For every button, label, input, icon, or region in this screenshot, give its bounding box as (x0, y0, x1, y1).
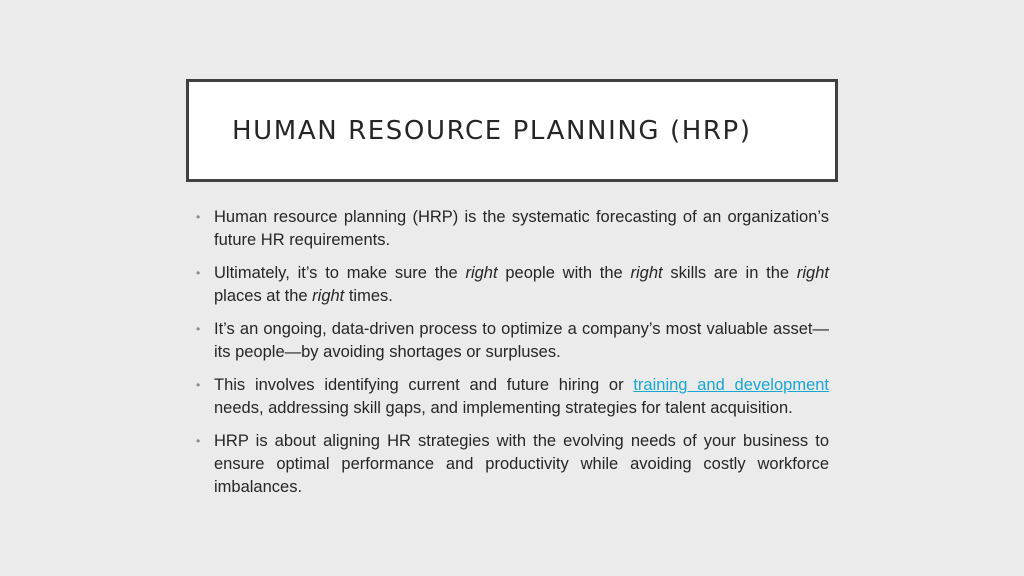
bullet-text-part: needs, addressing skill gaps, and implementing strategies for talent acquisition. (214, 399, 793, 417)
bullet-item (196, 374, 829, 420)
bullet-dot-icon: • (196, 210, 201, 224)
bullet-item (196, 206, 829, 252)
emphasis-right: right (796, 264, 829, 282)
bullet-item (196, 430, 829, 499)
bullet-dot-icon: • (196, 378, 201, 392)
bullet-text-part: people with the (497, 264, 631, 282)
slide-title-box (186, 79, 838, 182)
bullet-dot-icon: • (196, 434, 201, 448)
bullet-text-part: times. (344, 287, 393, 305)
training-and-development-link[interactable]: training and development (633, 376, 830, 394)
bullet-text: HRP is about aligning HR strategies with the evolving needs of your business to ensure optimal performance and productivity while avoiding costly workforce imbalances. (214, 432, 829, 496)
emphasis-right: right (465, 264, 498, 282)
bullet-text: Human resource planning (HRP) is the systematic forecasting of an organization’s future HR requirements. (214, 208, 829, 249)
bullet-text: It’s an ongoing, data-driven process to optimize a company’s most valuable asset—its people—by avoiding shortages or surpluses. (214, 320, 829, 361)
bullet-item (196, 318, 829, 364)
bullet-text-part: places at the (214, 287, 313, 305)
emphasis-right: right (630, 264, 663, 282)
bullet-text-part: This involves identifying current and future hiring or (214, 376, 634, 394)
bullet-list (196, 206, 829, 509)
emphasis-right: right (312, 287, 345, 305)
bullet-text-part: Ultimately, it’s to make sure the (214, 264, 466, 282)
bullet-item (196, 262, 829, 308)
bullet-dot-icon: • (196, 322, 201, 336)
bullet-text-part: skills are in the (662, 264, 797, 282)
slide-title: HUMAN RESOURCE PLANNING (HRP) (232, 116, 752, 146)
bullet-dot-icon: • (196, 266, 201, 280)
